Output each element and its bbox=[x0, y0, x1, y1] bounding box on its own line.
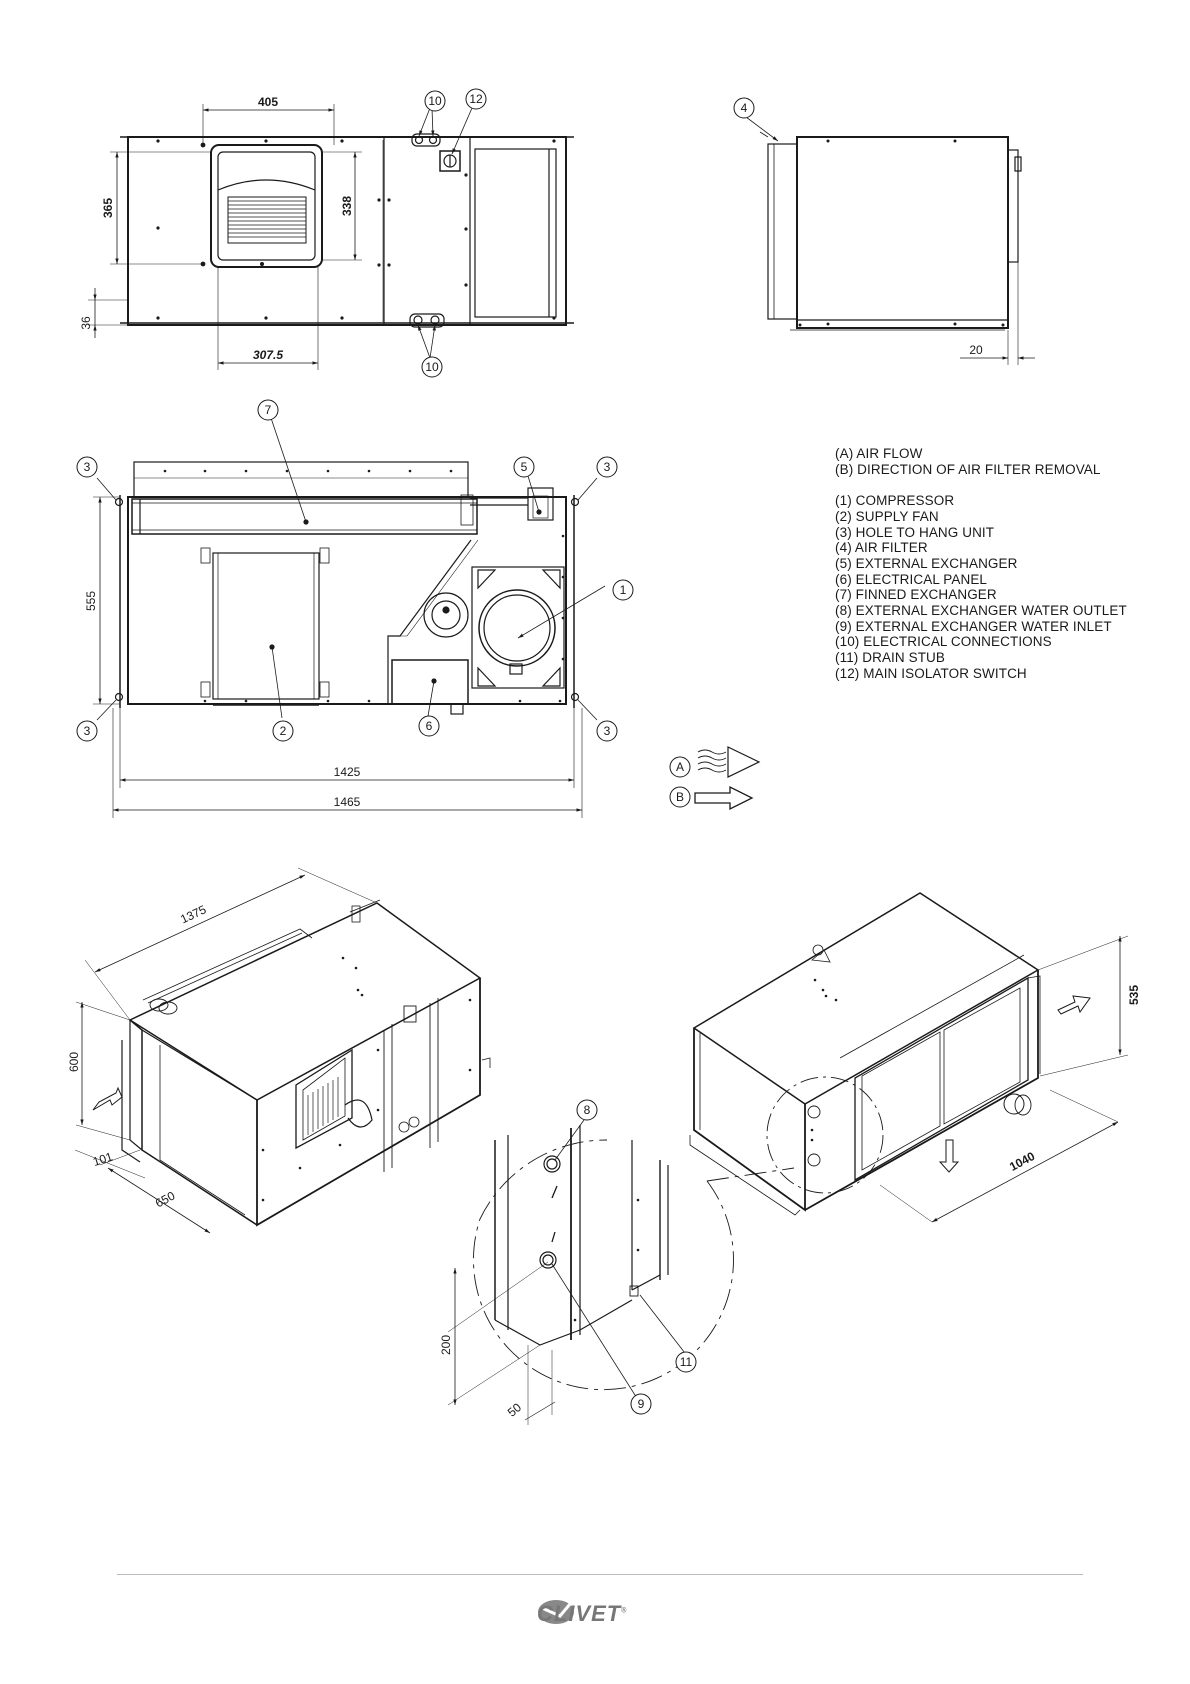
legend-item: (9) EXTERNAL EXCHANGER WATER INLET bbox=[835, 618, 1112, 634]
callout-4: 4 bbox=[740, 101, 748, 115]
legend-item: (3) HOLE TO HANG UNIT bbox=[835, 524, 995, 540]
legend-item: (2) SUPPLY FAN bbox=[835, 508, 939, 524]
legend-item: (11) DRAIN STUB bbox=[835, 650, 946, 666]
legend-item: (12) MAIN ISOLATOR SWITCH bbox=[835, 665, 1027, 681]
legend-item: (10) ELECTRICAL CONNECTIONS bbox=[835, 634, 1052, 650]
callout-labels bbox=[84, 92, 748, 1411]
brand-registered: ® bbox=[621, 1607, 628, 1615]
dim-200: 200 bbox=[439, 1334, 453, 1356]
callout-3: 3 bbox=[603, 724, 611, 738]
callout-3: 3 bbox=[83, 724, 91, 738]
callout-1: 1 bbox=[619, 583, 627, 597]
dim-20: 20 bbox=[969, 343, 983, 357]
brand-name: CLIVET bbox=[537, 1601, 622, 1626]
front-view bbox=[88, 104, 574, 370]
legend-item: (1) COMPRESSOR bbox=[835, 493, 955, 509]
legend-item: (4) AIR FILTER bbox=[835, 540, 928, 556]
callout-10: 10 bbox=[425, 360, 439, 374]
dim-535: 535 bbox=[1127, 984, 1141, 1006]
dim-365: 365 bbox=[101, 197, 115, 219]
callout-10: 10 bbox=[428, 94, 442, 108]
legend-a: (A) AIR FLOW bbox=[835, 446, 923, 461]
dim-600: 600 bbox=[67, 1051, 81, 1073]
legend-item: (7) FINNED EXCHANGER bbox=[835, 587, 997, 603]
callout-8: 8 bbox=[583, 1103, 591, 1117]
dim-101: 101 bbox=[91, 1149, 115, 1169]
dim-555: 555 bbox=[84, 590, 98, 612]
legend-b: (B) DIRECTION OF AIR FILTER REMOVAL bbox=[835, 461, 1101, 477]
airflow-symbol bbox=[698, 747, 759, 777]
dim-405: 405 bbox=[257, 95, 279, 109]
isometric-right bbox=[690, 893, 1128, 1222]
dim-307: 307.5 bbox=[252, 348, 284, 362]
dim-50: 50 bbox=[504, 1400, 525, 1420]
dim-1375: 1375 bbox=[178, 902, 209, 927]
dimension-labels bbox=[67, 95, 1141, 1420]
callout-11: 11 bbox=[679, 1355, 693, 1369]
dim-1040: 1040 bbox=[1007, 1149, 1038, 1174]
callout-2: 2 bbox=[279, 724, 287, 738]
legend-item: (8) EXTERNAL EXCHANGER WATER OUTLET bbox=[835, 603, 1127, 619]
callout-9: 9 bbox=[637, 1397, 645, 1411]
legend-item: (6) ELECTRICAL PANEL bbox=[835, 571, 988, 587]
plan-view bbox=[93, 418, 605, 818]
callout-6: 6 bbox=[425, 719, 433, 733]
legend bbox=[835, 446, 1127, 682]
callout-5: 5 bbox=[520, 460, 528, 474]
brand-logo bbox=[537, 1601, 627, 1627]
legend-item: (5) EXTERNAL EXCHANGER bbox=[835, 555, 1018, 571]
filter-removal-symbol bbox=[695, 787, 752, 809]
callout-b: B bbox=[675, 790, 685, 804]
dim-36: 36 bbox=[79, 316, 93, 330]
dim-650: 650 bbox=[152, 1188, 178, 1211]
callout-3: 3 bbox=[603, 460, 611, 474]
fan-grille bbox=[228, 197, 306, 243]
callout-7: 7 bbox=[264, 403, 272, 417]
callout-3: 3 bbox=[83, 460, 91, 474]
dim-338: 338 bbox=[340, 195, 354, 217]
callout-12: 12 bbox=[469, 92, 483, 106]
side-view bbox=[742, 114, 1035, 365]
callout-a: A bbox=[675, 760, 685, 774]
footer-divider bbox=[117, 1574, 1083, 1575]
dim-1425: 1425 bbox=[333, 765, 361, 779]
isometric-left bbox=[75, 868, 490, 1233]
dim-1465: 1465 bbox=[333, 795, 361, 809]
